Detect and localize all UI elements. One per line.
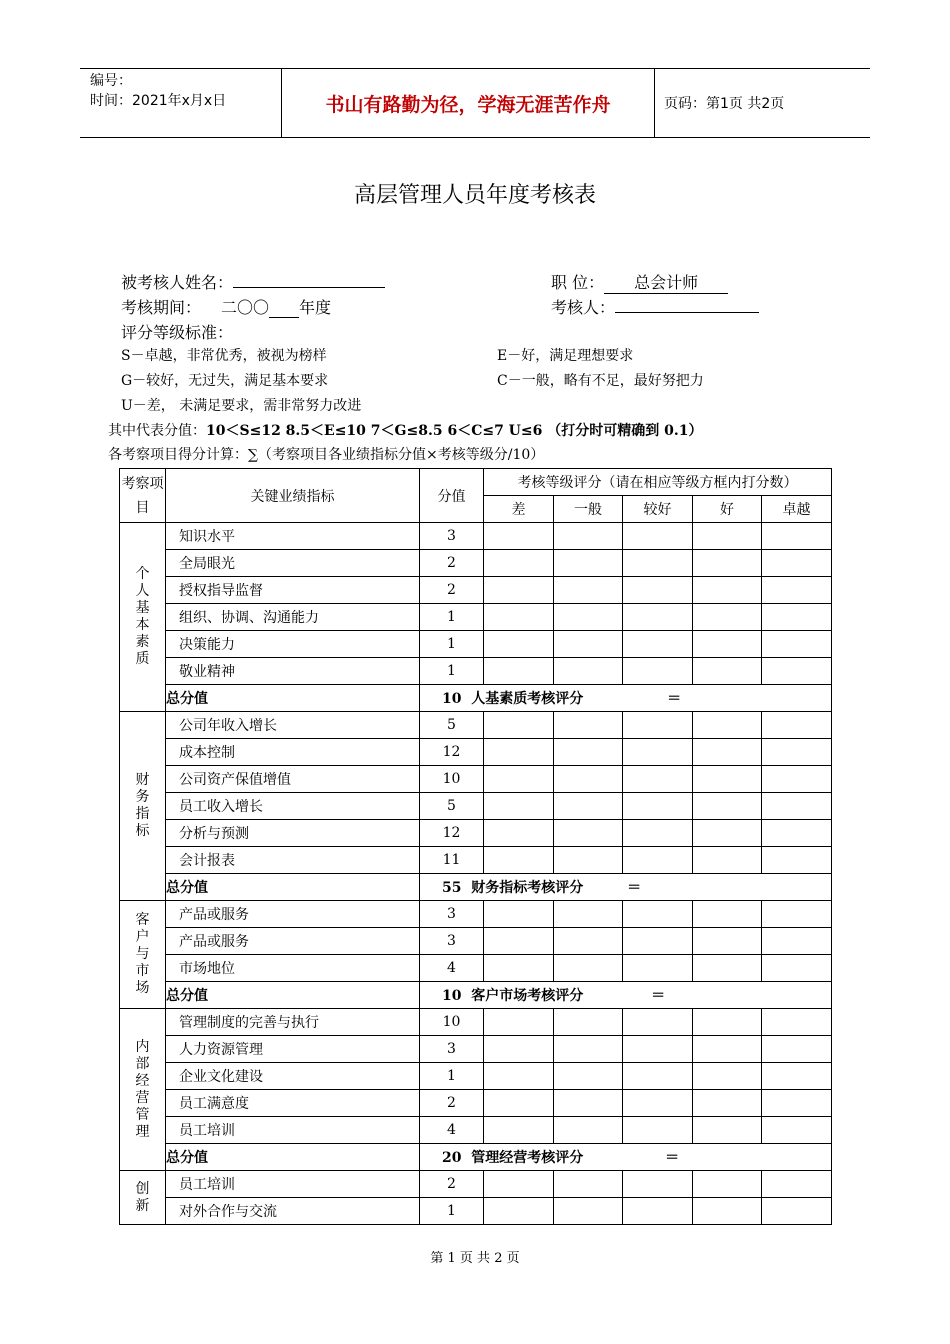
grade-cell[interactable]	[623, 901, 693, 928]
grade-cell[interactable]	[693, 604, 762, 631]
period-field	[121, 295, 331, 318]
std-s: S－卓越，非常优秀，被视为榜样	[121, 348, 327, 364]
table-row	[120, 523, 832, 550]
grade-cell[interactable]	[554, 1198, 623, 1225]
table-row	[120, 1036, 832, 1063]
grade-cell[interactable]	[762, 1090, 832, 1117]
grade-cell[interactable]	[554, 658, 623, 685]
header-indicator: 关键业绩指标	[166, 469, 420, 523]
grade-cell[interactable]	[484, 820, 554, 847]
grade-cell[interactable]	[484, 604, 554, 631]
table-row	[120, 847, 832, 874]
number-label: 编号：	[90, 73, 132, 89]
grade-cell[interactable]	[554, 1090, 623, 1117]
grade-cell[interactable]	[762, 1117, 832, 1144]
grade-cell[interactable]	[762, 820, 832, 847]
category-operations: 内部经营管理	[120, 1009, 166, 1171]
grade-cell[interactable]	[762, 604, 832, 631]
grade-cell[interactable]	[554, 955, 623, 982]
indicator-name: 授权指导监督	[166, 577, 420, 604]
category-finance: 财务指标	[120, 712, 166, 901]
grade-cell[interactable]	[554, 523, 623, 550]
indicator-score: 2	[420, 1090, 484, 1117]
grade-cell[interactable]	[554, 847, 623, 874]
level-good: 好	[693, 496, 762, 523]
grade-cell[interactable]	[693, 928, 762, 955]
grade-cell[interactable]	[554, 1117, 623, 1144]
grade-cell[interactable]	[762, 1063, 832, 1090]
indicator-name: 企业文化建设	[166, 1063, 420, 1090]
page-title: 高层管理人员年度考核表	[353, 183, 596, 208]
name-label: 被考核人姓名：	[121, 273, 234, 292]
total-summary	[420, 874, 832, 901]
grade-cell[interactable]	[623, 523, 693, 550]
grade-cell[interactable]	[693, 1063, 762, 1090]
period-blank[interactable]	[269, 298, 299, 318]
indicator-score: 3	[420, 523, 484, 550]
indicator-name: 决策能力	[166, 631, 420, 658]
grade-cell[interactable]	[693, 955, 762, 982]
grade-cell[interactable]	[762, 847, 832, 874]
grade-cell[interactable]	[554, 901, 623, 928]
score-ranges-line	[108, 420, 702, 440]
position-label: 职 位：	[551, 273, 605, 292]
table-row	[120, 901, 832, 928]
indicator-score: 1	[420, 631, 484, 658]
grade-cell[interactable]	[762, 1198, 832, 1225]
indicator-score: 12	[420, 820, 484, 847]
grade-cell[interactable]	[484, 550, 554, 577]
score-prefix: 其中代表分值：	[108, 423, 206, 439]
grade-cell[interactable]	[554, 712, 623, 739]
level-excellent: 卓越	[762, 496, 832, 523]
header-score: 分值	[420, 469, 484, 523]
grade-cell[interactable]	[623, 712, 693, 739]
total-equals: ＝	[627, 880, 642, 896]
total-summary	[420, 1144, 832, 1171]
grade-cell[interactable]	[762, 901, 832, 928]
indicator-score: 4	[420, 1117, 484, 1144]
grade-cell[interactable]	[693, 1171, 762, 1198]
indicator-name: 市场地位	[166, 955, 420, 982]
indicator-score: 10	[420, 766, 484, 793]
grade-cell[interactable]	[693, 712, 762, 739]
indicator-score: 5	[420, 793, 484, 820]
total-summary	[420, 982, 832, 1009]
indicator-name: 组织、协调、沟通能力	[166, 604, 420, 631]
table-row	[120, 1171, 832, 1198]
grade-cell[interactable]	[484, 793, 554, 820]
grade-cell[interactable]	[554, 1171, 623, 1198]
grade-cell[interactable]	[484, 577, 554, 604]
grade-cell[interactable]	[762, 766, 832, 793]
grade-cell[interactable]	[623, 1117, 693, 1144]
grade-cell[interactable]	[693, 631, 762, 658]
indicator-score: 10	[420, 1009, 484, 1036]
grade-cell[interactable]	[693, 577, 762, 604]
indicator-score: 12	[420, 739, 484, 766]
formula: 各考察项目得分计算：∑（考察项目各业绩指标分值×考核等级分/10）	[108, 447, 545, 463]
grade-cell[interactable]	[762, 1036, 832, 1063]
indicator-score: 4	[420, 955, 484, 982]
indicator-score: 11	[420, 847, 484, 874]
grade-cell[interactable]	[762, 1009, 832, 1036]
grade-cell[interactable]	[762, 793, 832, 820]
table-row	[120, 928, 832, 955]
category-innovation: 创新	[120, 1171, 166, 1225]
header-grading: 考核等级评分（请在相应等级方框内打分数）	[484, 469, 832, 496]
assessor-value[interactable]	[615, 312, 759, 313]
grade-cell[interactable]	[623, 1063, 693, 1090]
grade-cell[interactable]	[693, 847, 762, 874]
position-field	[551, 270, 728, 294]
indicator-name: 知识水平	[166, 523, 420, 550]
grade-cell[interactable]	[762, 712, 832, 739]
indicator-name: 员工收入增长	[166, 793, 420, 820]
grade-cell[interactable]	[554, 604, 623, 631]
grade-cell[interactable]	[484, 1117, 554, 1144]
total-equals: ＝	[651, 988, 666, 1004]
grade-std-label: 评分等级标准：	[121, 323, 234, 342]
indicator-name: 产品或服务	[166, 901, 420, 928]
indicator-name: 人力资源管理	[166, 1036, 420, 1063]
grade-cell[interactable]	[693, 658, 762, 685]
grade-cell[interactable]	[693, 820, 762, 847]
grade-cell[interactable]	[484, 1090, 554, 1117]
indicator-name: 分析与预测	[166, 820, 420, 847]
total-row	[120, 685, 832, 712]
grade-cell[interactable]	[623, 793, 693, 820]
grade-cell[interactable]	[693, 1009, 762, 1036]
period-value: 二〇〇	[221, 298, 270, 317]
indicator-name: 对外合作与交流	[166, 1198, 420, 1225]
grade-cell[interactable]	[693, 523, 762, 550]
total-text: 财务指标考核评分	[471, 880, 584, 896]
name-value[interactable]	[233, 287, 385, 288]
grade-cell[interactable]	[554, 820, 623, 847]
table-row	[120, 631, 832, 658]
grade-cell[interactable]	[693, 550, 762, 577]
grade-cell[interactable]	[693, 1036, 762, 1063]
grade-cell[interactable]	[623, 1090, 693, 1117]
table-row	[120, 1090, 832, 1117]
indicator-score: 5	[420, 712, 484, 739]
category-customer: 客户与市场	[120, 901, 166, 1009]
grade-cell[interactable]	[623, 739, 693, 766]
grade-cell[interactable]	[484, 739, 554, 766]
header-slogan: 书山有路勤为径，学海无涯苦作舟	[282, 69, 655, 137]
grade-cell[interactable]	[693, 1090, 762, 1117]
grade-cell[interactable]	[554, 928, 623, 955]
grade-cell[interactable]	[693, 901, 762, 928]
indicator-score: 1	[420, 604, 484, 631]
grade-cell[interactable]	[554, 739, 623, 766]
total-label: 总分值	[166, 685, 420, 712]
indicator-name: 公司年收入增长	[166, 712, 420, 739]
total-text: 客户市场考核评分	[471, 988, 584, 1004]
table-row	[120, 1009, 832, 1036]
grade-cell[interactable]	[623, 1198, 693, 1225]
document-header	[80, 68, 870, 138]
indicator-name: 管理制度的完善与执行	[166, 1009, 420, 1036]
header-page-info: 页码：第1页 共2页	[664, 96, 785, 112]
grade-cell[interactable]	[554, 631, 623, 658]
grade-cell[interactable]	[554, 1036, 623, 1063]
period-label: 考核期间：	[121, 298, 202, 317]
total-score: 10	[442, 691, 462, 707]
indicator-name: 成本控制	[166, 739, 420, 766]
grade-cell[interactable]	[484, 712, 554, 739]
total-score: 10	[442, 988, 462, 1004]
grade-cell[interactable]	[693, 739, 762, 766]
grade-cell[interactable]	[623, 820, 693, 847]
grade-cell[interactable]	[762, 550, 832, 577]
grade-cell[interactable]	[484, 523, 554, 550]
table-row	[120, 1117, 832, 1144]
grade-cell[interactable]	[554, 766, 623, 793]
total-label: 总分值	[166, 874, 420, 901]
grade-cell[interactable]	[762, 577, 832, 604]
grade-cell[interactable]	[623, 928, 693, 955]
period-suffix: 年度	[299, 298, 332, 317]
grade-cell[interactable]	[762, 928, 832, 955]
std-c: C－一般，略有不足，最好努把力	[497, 373, 704, 389]
total-row	[120, 874, 832, 901]
grade-cell[interactable]	[554, 577, 623, 604]
indicator-score: 3	[420, 901, 484, 928]
grade-cell[interactable]	[623, 1009, 693, 1036]
std-e: E－好，满足理想要求	[497, 348, 634, 364]
total-label: 总分值	[166, 1144, 420, 1171]
indicator-name: 员工培训	[166, 1171, 420, 1198]
grade-cell[interactable]	[693, 1117, 762, 1144]
total-score: 20	[442, 1150, 462, 1166]
indicator-name: 产品或服务	[166, 928, 420, 955]
grade-cell[interactable]	[762, 739, 832, 766]
table-row	[120, 550, 832, 577]
indicator-score: 2	[420, 1171, 484, 1198]
table-row	[120, 766, 832, 793]
total-summary	[420, 685, 832, 712]
grade-cell[interactable]	[623, 955, 693, 982]
total-score: 55	[442, 880, 462, 896]
header-meta	[80, 69, 282, 137]
grade-cell[interactable]	[554, 1009, 623, 1036]
indicator-score: 2	[420, 577, 484, 604]
grade-cell[interactable]	[554, 1063, 623, 1090]
grade-cell[interactable]	[484, 1036, 554, 1063]
grade-cell[interactable]	[484, 1171, 554, 1198]
indicator-name: 会计报表	[166, 847, 420, 874]
table-row	[120, 712, 832, 739]
position-value[interactable]: 总会计师	[604, 270, 728, 294]
category-personal: 个人基本素质	[120, 523, 166, 712]
grade-cell[interactable]	[623, 1171, 693, 1198]
indicator-name: 员工满意度	[166, 1090, 420, 1117]
table-row	[120, 577, 832, 604]
grade-cell[interactable]	[484, 1009, 554, 1036]
table-row	[120, 820, 832, 847]
table-row	[120, 658, 832, 685]
std-g: G－较好，无过失，满足基本要求	[121, 373, 329, 389]
level-fair: 较好	[623, 496, 693, 523]
table-row	[120, 1063, 832, 1090]
grade-cell[interactable]	[484, 955, 554, 982]
indicator-name: 员工培训	[166, 1117, 420, 1144]
assessor-label: 考核人：	[551, 298, 616, 317]
total-equals: ＝	[667, 691, 682, 707]
grade-cell[interactable]	[623, 550, 693, 577]
grade-cell[interactable]	[484, 766, 554, 793]
time-label: 时间：2021年x月x日	[90, 93, 227, 109]
grade-cell[interactable]	[623, 847, 693, 874]
evaluation-table	[119, 468, 832, 1225]
indicator-score: 1	[420, 1063, 484, 1090]
total-row	[120, 1144, 832, 1171]
grade-cell[interactable]	[484, 631, 554, 658]
assessor-field	[551, 295, 759, 318]
grade-cell[interactable]	[484, 1063, 554, 1090]
grade-cell[interactable]	[554, 793, 623, 820]
grade-cell[interactable]	[484, 928, 554, 955]
indicator-name: 公司资产保值增值	[166, 766, 420, 793]
total-label: 总分值	[166, 982, 420, 1009]
grade-cell[interactable]	[554, 550, 623, 577]
grade-cell[interactable]	[484, 901, 554, 928]
grade-cell[interactable]	[484, 847, 554, 874]
page-footer: 第 1 页 共 2 页	[430, 1251, 520, 1266]
grade-cell[interactable]	[623, 1036, 693, 1063]
grade-cell[interactable]	[762, 955, 832, 982]
grade-cell[interactable]	[623, 658, 693, 685]
grade-cell[interactable]	[762, 631, 832, 658]
grade-cell[interactable]	[693, 766, 762, 793]
name-field	[121, 270, 385, 293]
grade-cell[interactable]	[762, 523, 832, 550]
grade-cell[interactable]	[623, 604, 693, 631]
header-category: 考察项目	[120, 469, 166, 523]
total-equals: ＝	[665, 1150, 680, 1166]
grade-cell[interactable]	[762, 658, 832, 685]
indicator-score: 3	[420, 928, 484, 955]
indicator-score: 1	[420, 1198, 484, 1225]
total-text: 管理经营考核评分	[471, 1150, 584, 1166]
grade-cell[interactable]	[623, 766, 693, 793]
indicator-score: 3	[420, 1036, 484, 1063]
grade-cell[interactable]	[484, 658, 554, 685]
std-u: U－差， 未满足要求，需非常努力改进	[121, 398, 362, 414]
total-row	[120, 982, 832, 1009]
level-poor: 差	[484, 496, 554, 523]
grade-cell[interactable]	[762, 1171, 832, 1198]
level-average: 一般	[554, 496, 623, 523]
grade-cell[interactable]	[623, 631, 693, 658]
total-text: 人基素质考核评分	[471, 691, 584, 707]
grade-cell[interactable]	[693, 793, 762, 820]
table-row	[120, 604, 832, 631]
table-row	[120, 1198, 832, 1225]
indicator-score: 2	[420, 550, 484, 577]
table-row	[120, 793, 832, 820]
score-ranges: 10＜S≤12 8.5＜E≤10 7＜G≤8.5 6＜C≤7 U≤6 （打分时可精确到 0.1）	[206, 423, 703, 439]
indicator-score: 1	[420, 658, 484, 685]
grade-cell[interactable]	[623, 577, 693, 604]
grade-cell[interactable]	[693, 1198, 762, 1225]
indicator-name: 全局眼光	[166, 550, 420, 577]
table-row	[120, 739, 832, 766]
table-row	[120, 955, 832, 982]
indicator-name: 敬业精神	[166, 658, 420, 685]
grade-cell[interactable]	[484, 1198, 554, 1225]
